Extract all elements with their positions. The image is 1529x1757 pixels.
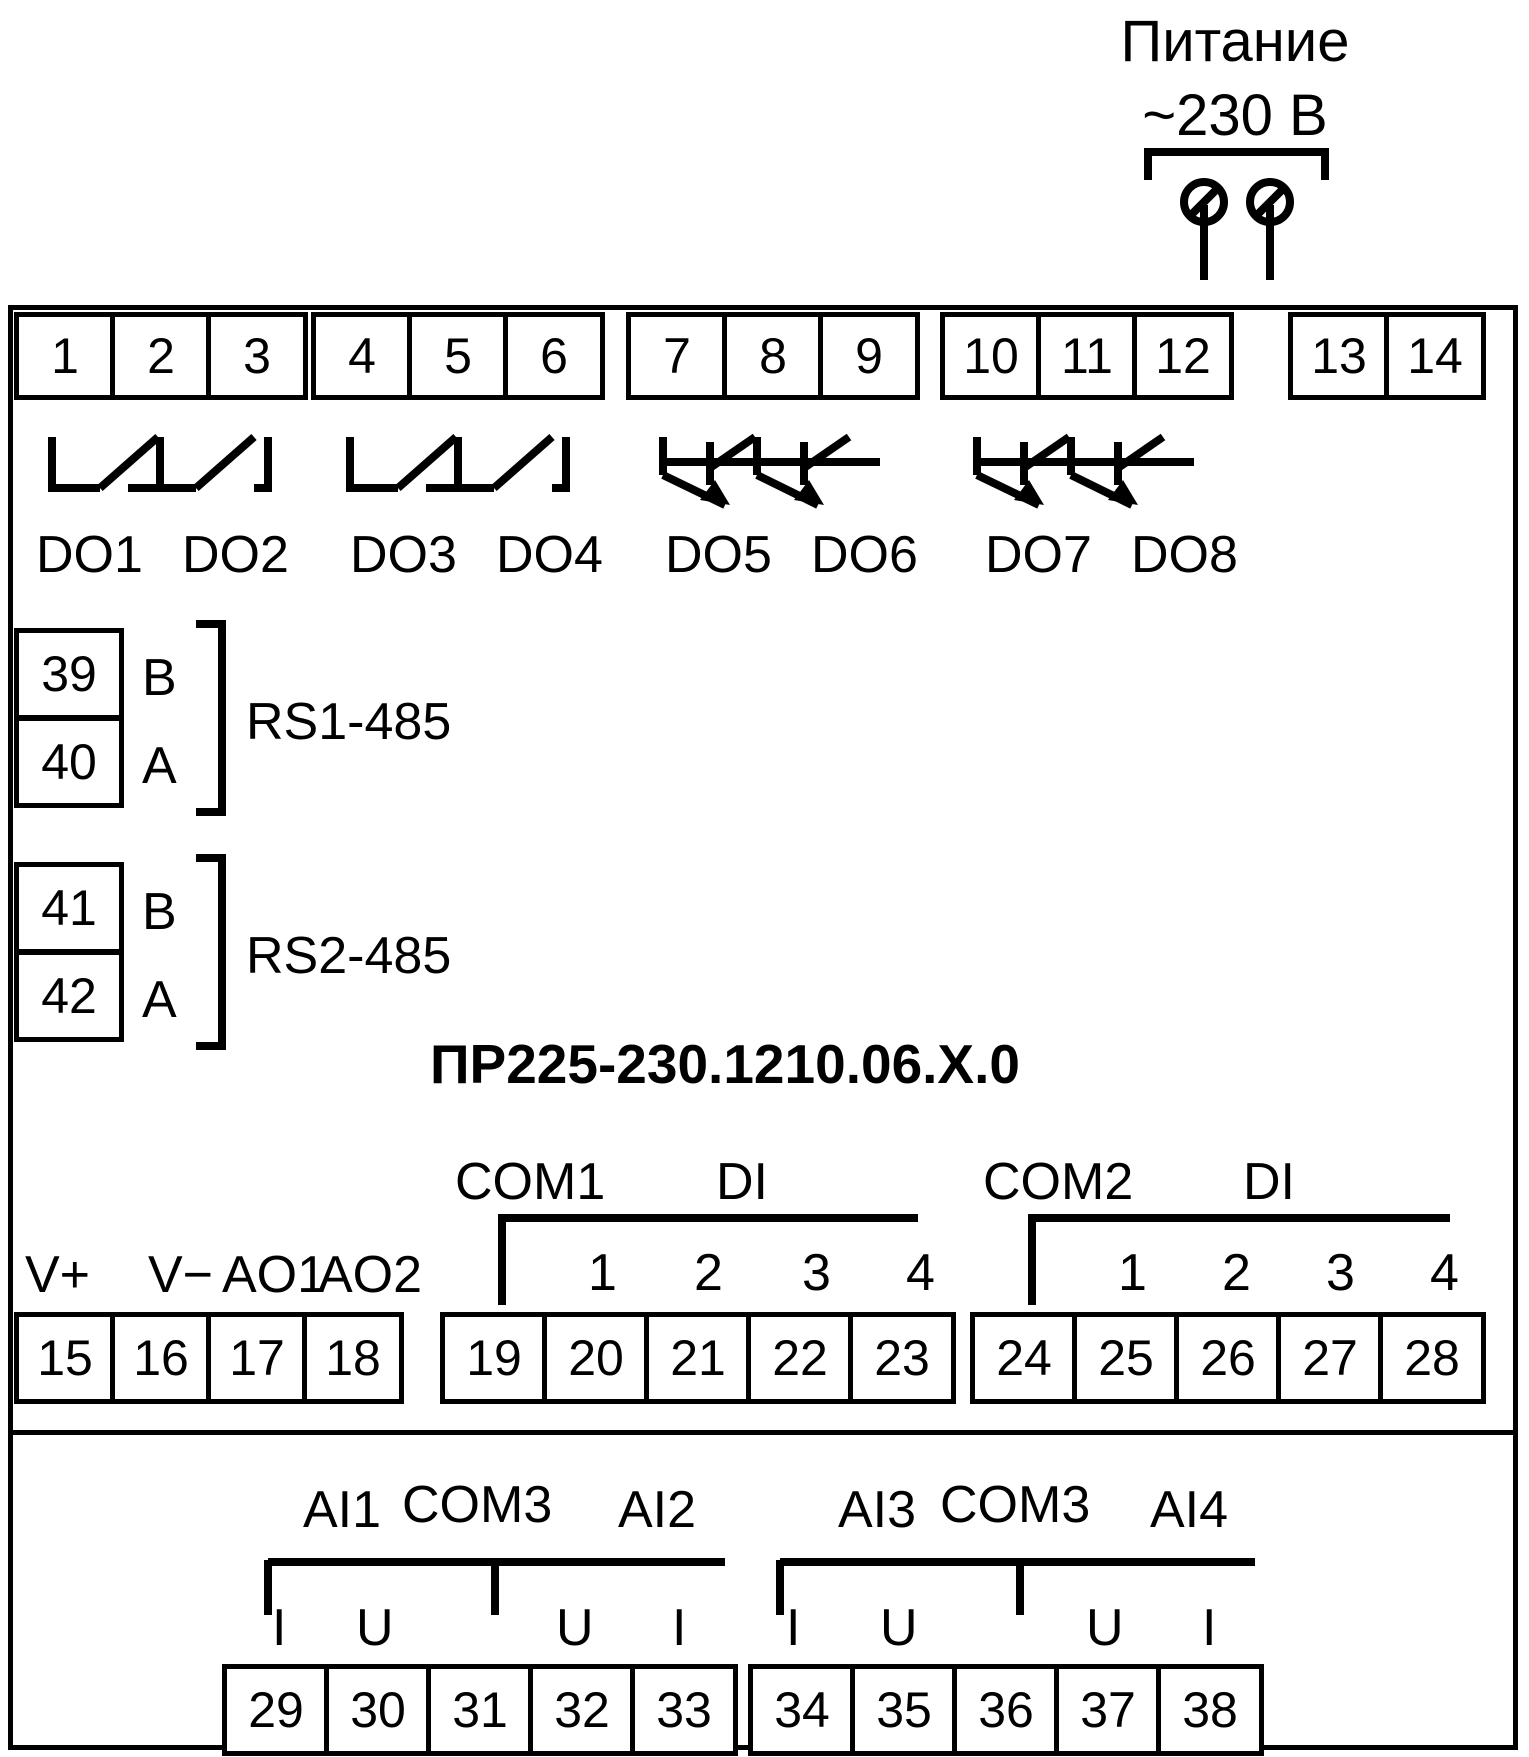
terminal-36[interactable]: 36 xyxy=(952,1664,1060,1756)
di1-channel-2: 2 xyxy=(694,1244,723,1302)
terminal-17[interactable]: 17 xyxy=(206,1312,308,1404)
rs2-signal-b: B xyxy=(142,883,177,941)
terminal-29[interactable]: 29 xyxy=(222,1664,330,1756)
com1-label: COM1 xyxy=(455,1153,606,1211)
terminal-5[interactable]: 5 xyxy=(407,312,509,400)
ao2-label: AO2 xyxy=(318,1246,423,1304)
di2-channel-3: 3 xyxy=(1326,1244,1355,1302)
terminal-16[interactable]: 16 xyxy=(110,1312,212,1404)
terminal-13[interactable]: 13 xyxy=(1288,312,1390,400)
ai-signal-38: I xyxy=(1202,1599,1217,1657)
rs1-signal-b: B xyxy=(142,649,177,707)
terminal-28[interactable]: 28 xyxy=(1378,1312,1486,1404)
ai3-label: AI3 xyxy=(838,1481,917,1539)
ai-signal-29: I xyxy=(272,1599,287,1657)
ao1-label: AO1 xyxy=(222,1246,327,1304)
terminal-23[interactable]: 23 xyxy=(848,1312,956,1404)
device-body xyxy=(8,305,1518,1750)
terminal-3[interactable]: 3 xyxy=(206,312,308,400)
terminal-24[interactable]: 24 xyxy=(970,1312,1078,1404)
do5-label: DO5 xyxy=(665,526,772,584)
terminal-20[interactable]: 20 xyxy=(542,1312,650,1404)
ai-signal-32: U xyxy=(556,1599,594,1657)
rs2-signal-a: A xyxy=(142,971,177,1029)
v-minus-label: V− xyxy=(148,1246,214,1304)
rs1-485-label: RS1-485 xyxy=(246,693,452,751)
ai-signal-30: U xyxy=(356,1599,394,1657)
com2-label: COM2 xyxy=(983,1153,1134,1211)
terminal-19[interactable]: 19 xyxy=(440,1312,548,1404)
di1-label: DI xyxy=(716,1153,768,1211)
terminal-15[interactable]: 15 xyxy=(14,1312,116,1404)
di2-channel-4: 4 xyxy=(1430,1244,1459,1302)
terminal-4[interactable]: 4 xyxy=(311,312,413,400)
section-divider xyxy=(8,1430,1518,1435)
com3-label-left: COM3 xyxy=(402,1476,553,1534)
do3-label: DO3 xyxy=(350,526,457,584)
di2-label: DI xyxy=(1243,1153,1295,1211)
terminal-11[interactable]: 11 xyxy=(1036,312,1138,400)
terminal-8[interactable]: 8 xyxy=(722,312,824,400)
terminal-25[interactable]: 25 xyxy=(1072,1312,1180,1404)
terminal-18[interactable]: 18 xyxy=(302,1312,404,1404)
terminal-41[interactable]: 41 xyxy=(14,862,124,954)
terminal-27[interactable]: 27 xyxy=(1276,1312,1384,1404)
terminal-7[interactable]: 7 xyxy=(626,312,728,400)
terminal-35[interactable]: 35 xyxy=(850,1664,958,1756)
terminal-37[interactable]: 37 xyxy=(1054,1664,1162,1756)
terminal-34[interactable]: 34 xyxy=(748,1664,856,1756)
di1-channel-1: 1 xyxy=(588,1244,617,1302)
do1-label: DO1 xyxy=(36,526,143,584)
terminal-1[interactable]: 1 xyxy=(14,312,116,400)
do2-label: DO2 xyxy=(182,526,289,584)
ai-signal-34: I xyxy=(786,1599,801,1657)
terminal-39[interactable]: 39 xyxy=(14,628,124,720)
terminal-38[interactable]: 38 xyxy=(1156,1664,1264,1756)
terminal-9[interactable]: 9 xyxy=(818,312,920,400)
do8-label: DO8 xyxy=(1131,526,1238,584)
terminal-14[interactable]: 14 xyxy=(1384,312,1486,400)
rs1-signal-a: A xyxy=(142,737,177,795)
di1-channel-3: 3 xyxy=(802,1244,831,1302)
ai2-label: AI2 xyxy=(618,1481,697,1539)
terminal-10[interactable]: 10 xyxy=(940,312,1042,400)
terminal-30[interactable]: 30 xyxy=(324,1664,432,1756)
di1-channel-4: 4 xyxy=(906,1244,935,1302)
ai1-label: AI1 xyxy=(303,1481,382,1539)
di2-channel-2: 2 xyxy=(1222,1244,1251,1302)
do7-label: DO7 xyxy=(985,526,1092,584)
ai4-label: AI4 xyxy=(1150,1481,1229,1539)
power-label-line2: ~230 В xyxy=(1142,83,1328,148)
v-plus-label: V+ xyxy=(25,1246,91,1304)
terminal-6[interactable]: 6 xyxy=(503,312,605,400)
rs2-485-label: RS2-485 xyxy=(246,927,452,985)
ai-signal-37: U xyxy=(1086,1599,1124,1657)
do6-label: DO6 xyxy=(811,526,918,584)
com3-label-right: COM3 xyxy=(940,1476,1091,1534)
terminal-40[interactable]: 40 xyxy=(14,716,124,808)
terminal-32[interactable]: 32 xyxy=(528,1664,636,1756)
terminal-33[interactable]: 33 xyxy=(630,1664,738,1756)
power-label-line1: Питание xyxy=(1120,9,1350,74)
ai-signal-33: I xyxy=(672,1599,687,1657)
terminal-21[interactable]: 21 xyxy=(644,1312,752,1404)
terminal-22[interactable]: 22 xyxy=(746,1312,854,1404)
model-name: ПР225-230.1210.06.Х.0 xyxy=(430,1033,1020,1095)
do4-label: DO4 xyxy=(496,526,603,584)
terminal-31[interactable]: 31 xyxy=(426,1664,534,1756)
ai-signal-35: U xyxy=(880,1599,918,1657)
terminal-2[interactable]: 2 xyxy=(110,312,212,400)
di2-channel-1: 1 xyxy=(1118,1244,1147,1302)
terminal-26[interactable]: 26 xyxy=(1174,1312,1282,1404)
terminal-42[interactable]: 42 xyxy=(14,950,124,1042)
terminal-12[interactable]: 12 xyxy=(1132,312,1234,400)
